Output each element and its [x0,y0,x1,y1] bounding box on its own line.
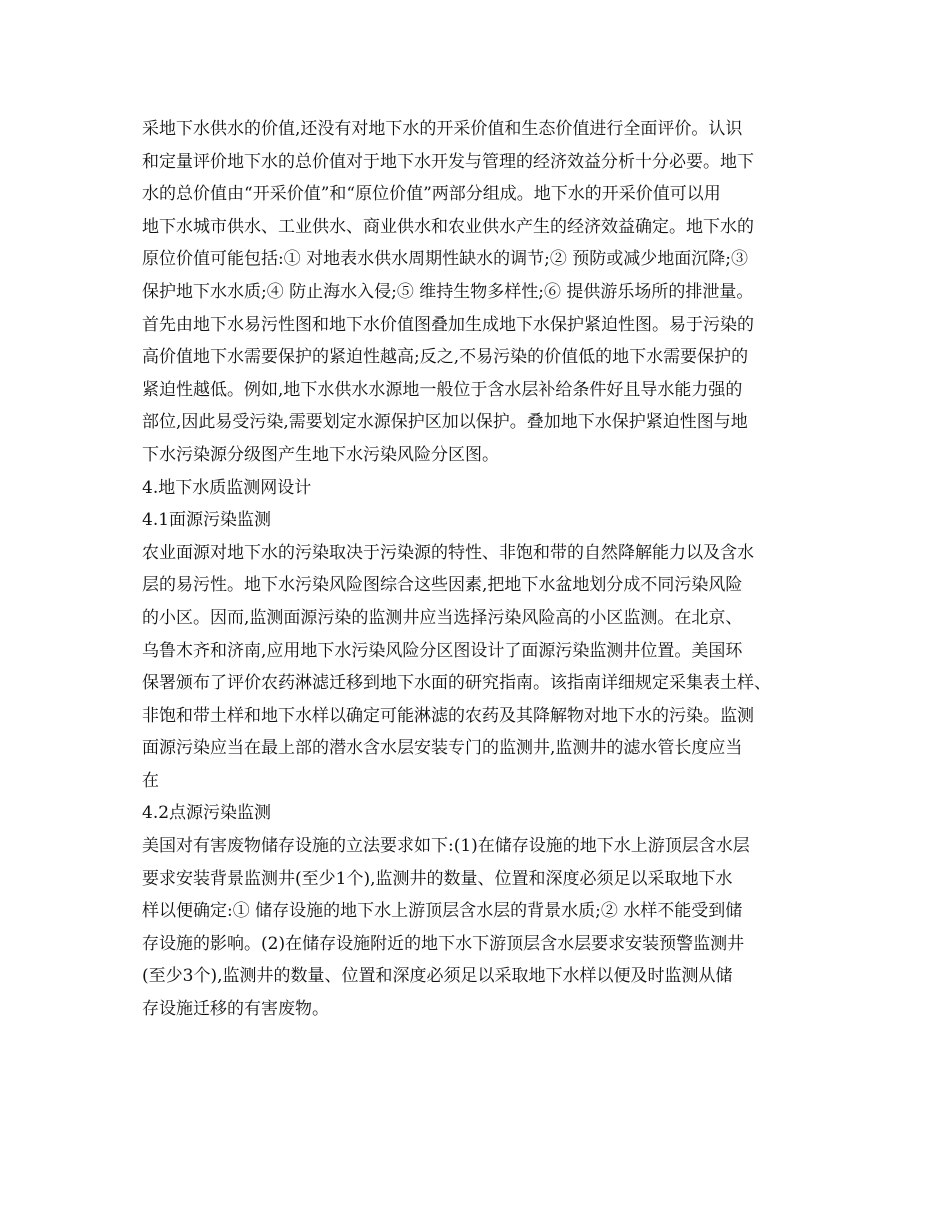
text-line: 非饱和带土样和地下水样以确定可能淋滤的农药及其降解物对地下水的污染。监测 [142,705,754,726]
text-line: 面源污染应当在最上部的潜水含水层安装专门的监测井,监测井的滤水管长度应当 [142,738,743,759]
text-line: 在 [142,770,159,791]
text-line: 样以便确定:① 储存设施的地下水上游顶层含水层的背景水质;② 水样不能受到储 [142,901,743,922]
text-line: 下水污染源分级图产生地下水污染风险分区图。 [142,444,499,465]
text-line: 高价值地下水需要保护的紧迫性越高;反之,不易污染的价值低的地下水需要保护的 [142,347,749,368]
text-line: 农业面源对地下水的污染取决于污染源的特性、非饱和带的自然降解能力以及含水 [142,542,754,563]
text-line: 原位价值可能包括:① 对地表水供水周期性缺水的调节;② 预防或减少地面沉降;③ [142,249,748,270]
text-line: 美国对有害废物储存设施的立法要求如下:(1)在储存设施的地下水上游顶层含水层 [142,836,750,857]
document-body [142,113,832,1026]
text-line: 采地下水供水的价值,还没有对地下水的开采价值和生态价值进行全面评价。认识 [142,119,743,139]
paragraph-groundwater-value [142,113,832,472]
text-line: 保护地下水水质;④ 防止海水入侵;⑤ 维持生物多样性;⑥ 提供游乐场所的排泄量。 [142,281,754,302]
text-line: 乌鲁木齐和济南,应用地下水污染风险分区图设计了面源污染监测井位置。美国环 [142,640,743,661]
text-line: 紧迫性越低。例如,地下水供水水源地一般位于含水层补给条件好且导水能力强的 [142,379,743,400]
text-line: 水的总价值由“开采价值”和“原位价值”两部分组成。地下水的开采价值可以用 [142,184,721,205]
section-heading-4-2: 4.2点源污染监测 [142,803,272,824]
text-line: 层的易污性。地下水污染风险图综合这些因素,把地下水盆地划分成不同污染风险 [142,575,743,596]
text-line: 部位,因此易受污染,需要划定水源保护区加以保护。叠加地下水保护紧迫性图与地 [142,412,748,433]
text-line: 的小区。因而,监测面源污染的监测井应当选择污染风险高的小区监测。在北京、 [142,607,743,628]
text-line: 保署颁布了评价农药淋滤迁移到地下水面的研究指南。该指南详细规定采集表土样、 [142,673,771,694]
paragraph-nonpoint-source [142,537,832,798]
paragraph-point-source [142,830,832,1026]
text-line: 存设施迁移的有害废物。 [142,999,329,1020]
text-line: 要求安装背景监测井(至少1个),监测井的数量、位置和深度必须足以采取地下水 [142,868,733,889]
text-line: 存设施的影响。(2)在储存设施附近的地下水下游顶层含水层要求安装预警监测井 [142,933,745,954]
section-heading-4-1: 4.1面源污染监测 [142,510,272,531]
text-line: 和定量评价地下水的总价值对于地下水开发与管理的经济效益分析十分必要。地下 [142,151,754,172]
text-line: 首先由地下水易污性图和地下水价值图叠加生成地下水保护紧迫性图。易于污染的 [142,314,754,335]
section-heading-4: 4.地下水质监测网设计 [142,477,312,498]
text-line: 地下水城市供水、工业供水、商业供水和农业供水产生的经济效益确定。地下水的 [142,216,754,237]
text-line: (至少3个),监测井的数量、位置和深度必须足以采取地下水样以便及时监测从储 [142,966,733,987]
